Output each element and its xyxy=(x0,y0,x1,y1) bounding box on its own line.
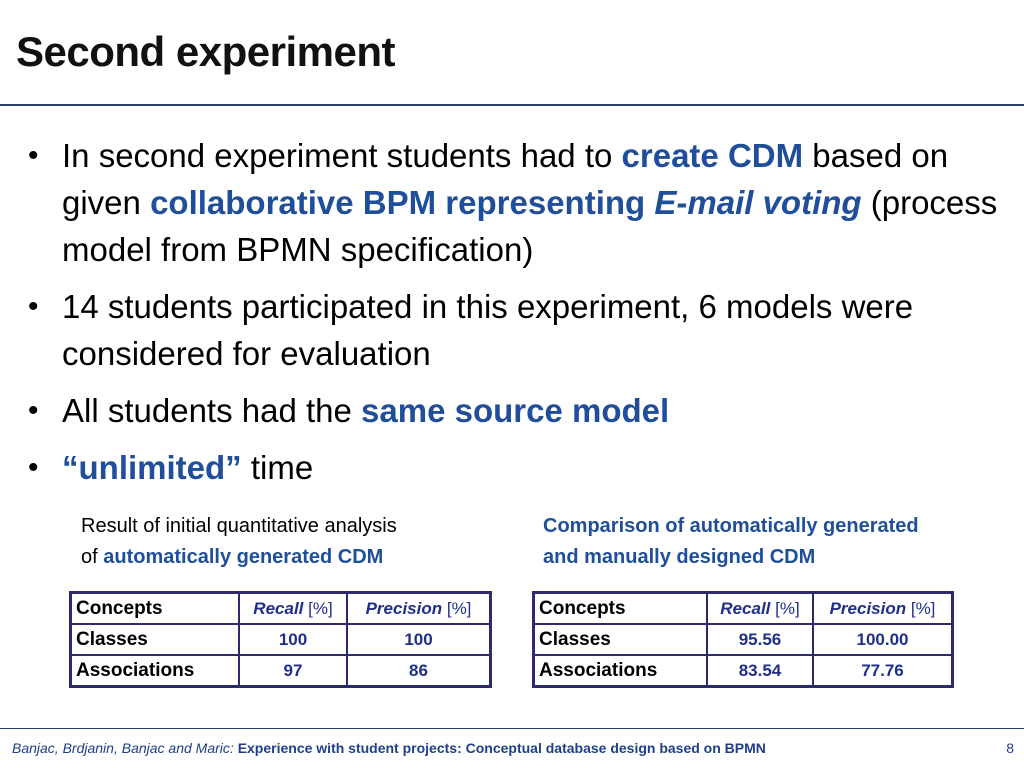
bullet-text xyxy=(62,137,997,268)
table-row xyxy=(534,624,953,655)
caption-line xyxy=(81,542,501,573)
caption-line: Result of initial quantitative analysis xyxy=(81,515,397,537)
row-name: Classes xyxy=(71,624,240,655)
header-precision-unit: [%] xyxy=(442,598,472,618)
precision-value: 100.00 xyxy=(813,624,953,655)
bullet-highlight: create CDM xyxy=(621,137,804,174)
comparison-table xyxy=(532,591,954,688)
header-precision xyxy=(813,593,953,625)
bullet-part: In second experiment students had to xyxy=(62,137,622,174)
table-row xyxy=(71,624,491,655)
bullet-part: based on given xyxy=(62,137,949,221)
table-header-row xyxy=(534,593,953,625)
left-table-caption xyxy=(81,511,501,573)
right-table-caption xyxy=(543,511,1003,573)
recall-value: 95.56 xyxy=(707,624,813,655)
footer-title: Experience with student projects: Conceptual database design based on BPMN xyxy=(237,740,766,756)
header-recall-unit: [%] xyxy=(303,598,333,618)
row-name: Associations xyxy=(71,655,240,687)
bullet-icon: • xyxy=(28,290,39,323)
footer-divider xyxy=(0,728,1024,729)
bullet-item xyxy=(28,283,1008,377)
bullet-icon: • xyxy=(28,139,39,172)
bullet-icon: • xyxy=(28,394,39,427)
recall-value: 97 xyxy=(239,655,347,687)
table-row xyxy=(71,655,491,687)
header-precision-word: Precision xyxy=(365,598,443,618)
header-recall-unit: [%] xyxy=(770,598,800,618)
table-row xyxy=(534,655,953,687)
bullet-highlight: same source model xyxy=(361,392,670,429)
footer-authors: Banjac, Brdjanin, Banjac and Maric: xyxy=(12,740,234,756)
bullet-list xyxy=(28,132,1008,501)
bullet-icon: • xyxy=(28,451,39,484)
title-divider xyxy=(0,104,1024,106)
precision-value: 100 xyxy=(347,624,491,655)
precision-value: 86 xyxy=(347,655,491,687)
bullet-text: 14 students participated in this experiment, 6 models were considered for evaluation xyxy=(62,288,914,372)
bullet-item xyxy=(28,387,1008,434)
recall-value: 83.54 xyxy=(707,655,813,687)
header-recall xyxy=(707,593,813,625)
bullet-item xyxy=(28,444,1008,491)
header-precision-word: Precision xyxy=(829,598,907,618)
recall-value: 100 xyxy=(239,624,347,655)
bullet-highlight: collaborative BPM representing xyxy=(150,184,655,221)
header-concepts: Concepts xyxy=(534,593,708,625)
caption-line: and manually designed CDM xyxy=(543,546,816,568)
caption-line: Comparison of automatically generated xyxy=(543,515,919,537)
row-name: Associations xyxy=(534,655,708,687)
bullet-text xyxy=(62,449,313,486)
precision-value: 77.76 xyxy=(813,655,953,687)
header-recall-word: Recall xyxy=(253,598,304,618)
page-number: 8 xyxy=(1006,740,1014,756)
header-recall-word: Recall xyxy=(720,598,771,618)
header-recall xyxy=(239,593,347,625)
bullet-part: (process model from BPMN specification) xyxy=(62,184,998,268)
bullet-part: All students had the xyxy=(62,392,362,429)
bullet-part: time xyxy=(241,449,314,486)
footer xyxy=(12,740,766,756)
bullet-highlight: “unlimited” xyxy=(62,449,242,486)
row-name: Classes xyxy=(534,624,708,655)
caption-prefix: of xyxy=(81,546,104,568)
bullet-highlight-italic: E-mail voting xyxy=(654,184,862,221)
table-header-row xyxy=(71,593,491,625)
bullet-item xyxy=(28,132,1008,273)
header-precision-unit: [%] xyxy=(906,598,936,618)
bullet-text xyxy=(62,392,669,429)
caption-highlight: automatically generated CDM xyxy=(103,546,384,568)
header-concepts: Concepts xyxy=(71,593,240,625)
header-precision xyxy=(347,593,491,625)
quantitative-analysis-table xyxy=(69,591,492,688)
slide-title: Second experiment xyxy=(16,28,395,75)
